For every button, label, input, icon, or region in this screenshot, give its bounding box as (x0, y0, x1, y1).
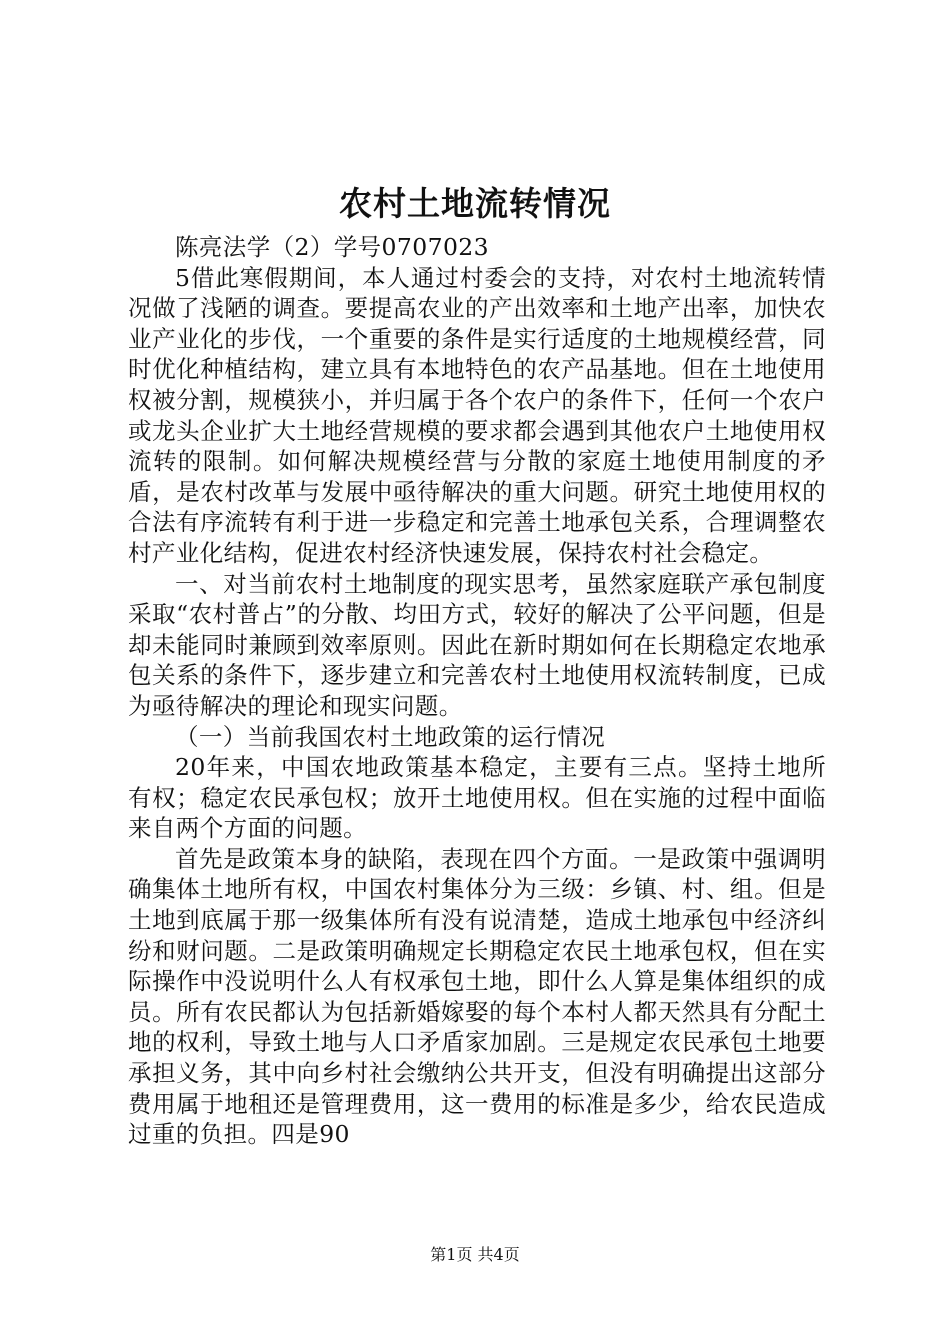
document-title: 农村土地流转情况 (339, 184, 611, 223)
paragraph-intro: 5借此寒假期间，本人通过村委会的支持，对农村土地流转情况做了浅陋的调查。要提高农业的产出效率和土地产出率，加快农业产业化的步伐，一个重要的条件是实行适度的土地规模经营，同时优化种植结构，建立具有本地特色的农产品基地。但在土地使用权被分割，规模狭小，并归属于各个农户的条件下，任何一个农户或龙头企业扩大土地经营规模的要求都会遇到其他农户土地使用权流转的限制。如何解决规模经营与分散的家庭土地使用制度的矛盾，是农村改革与发展中亟待解决的重大问题。研究土地使用权的合法有序流转有利于进一步稳定和完善土地承包关系，合理调整农村产业化结构，促进农村经济快速发展，保持农村社会稳定。 (128, 263, 826, 567)
subheading-1: （一）当前我国农村土地政策的运行情况 (175, 722, 606, 751)
document-body (128, 232, 826, 1150)
paragraph-policy-overview: 20年来，中国农地政策基本稳定，主要有三点。坚持土地所有权；稳定农民承包权；放开土地使用权。但在实施的过程中面临来自两个方面的问题。 (128, 753, 826, 843)
page-footer: 第1页 共4页 (430, 1245, 520, 1264)
author-line: 陈亮法学（2）学号0707023 (175, 233, 490, 261)
paragraph-section-1: 一、对当前农村土地制度的现实思考，虽然家庭联产承包制度采取“农村普占”的分散、均田方式，较好的解决了公平问题，但是却未能同时兼顾到效率原则。因此在新时期如何在长期稳定农地承包关系的条件下，逐步建立和完善农村土地使用权流转制度，已成为亟待解决的理论和现实问题。 (128, 569, 826, 720)
paragraph-policy-defects: 首先是政策本身的缺陷，表现在四个方面。一是政策中强调明确集体土地所有权，中国农村集体分为三级：乡镇、村、组。但是土地到底属于那一级集体所有没有说清楚，造成土地承包中经济纠纷和财问题。二是政策明确规定长期稳定农民土地承包权，但在实际操作中没说明什么人有权承包土地，即什么人算是集体组织的成员。所有农民都认为包括新婚嫁娶的每个本村人都天然具有分配土地的权利，导致土地与人口矛盾家加剧。三是规定农民承包土地要承担义务，其中向乡村社会缴纳公共开支，但没有明确提出这部分费用属于地租还是管理费用，这一费用的标准是多少，给农民造成过重的负担。四是90 (128, 844, 826, 1149)
